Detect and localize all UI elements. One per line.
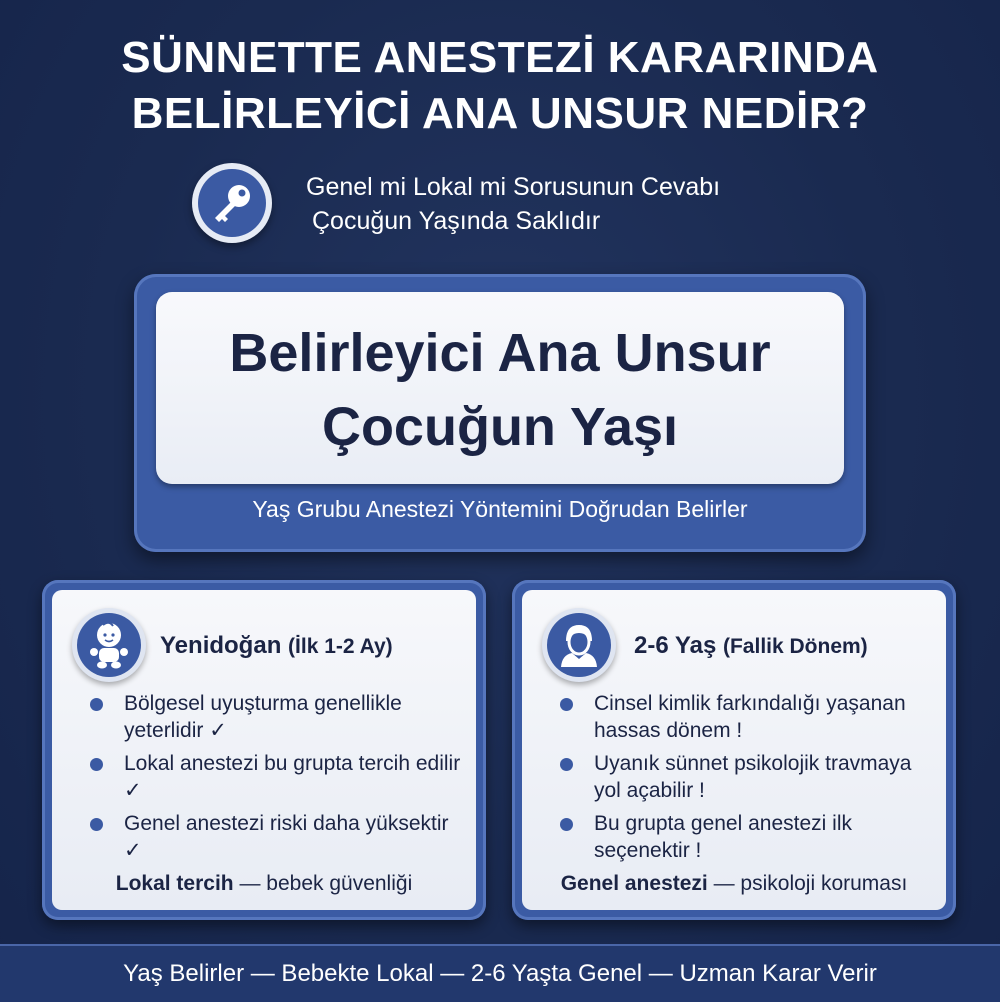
main-heading-panel [156,292,844,484]
child-footer-rest: — psikoloji koruması [707,872,908,895]
bullet-text: Lokal anestezi bu grupta tercih edilir ✓ [124,752,461,802]
title-line-2: BELİRLEYİCİ ANA UNSUR NEDİR? [131,89,869,138]
bullet-text: Genel anestezi riski daha yüksektir ✓ [124,812,449,862]
baby-avatar [72,608,146,682]
bullet-dot [90,698,103,711]
intro-text [306,170,720,238]
newborn-title-detail: (İlk 1-2 Ay) [288,635,393,658]
page-title [0,30,1000,142]
intro-line-2: Çocuğun Yaşında Saklıdır [312,207,601,235]
list-item [558,690,938,744]
newborn-footer-bold: Lokal tercih [115,872,234,895]
baby-icon [85,620,133,670]
main-heading-line-2: Çocuğun Yaşı [321,397,679,457]
list-item [88,750,468,804]
list-item [88,690,468,744]
bottom-summary-bar: Yaş Belirler — Bebekte Lokal — 2-6 Yaşta Genel — Uzman Karar Verir [0,944,1000,1002]
intro-row [192,160,832,250]
newborn-card-footer [52,872,476,896]
child-bullet-list [558,690,938,870]
bullet-dot [90,758,103,771]
title-line-1: SÜNNETTE ANESTEZİ KARARINDA [121,33,879,82]
child-card-footer [522,872,946,896]
list-item [88,810,468,864]
bullet-dot [560,818,573,831]
child-title-detail: (Fallik Dönem) [722,635,868,658]
bullet-dot [560,758,573,771]
newborn-bullet-list [88,690,468,870]
main-subtext: Yaş Grubu Anestezi Yöntemini Doğrudan Belirler [252,496,748,522]
list-item [558,810,938,864]
child-footer-bold: Genel anestezi [560,872,708,895]
key-badge [192,163,272,243]
bullet-text: Uyanık sünnet psikolojik travmaya yol açabilir ! [594,752,912,802]
child-card-title [634,632,868,660]
main-heading-line-1: Belirleyici Ana Unsur [229,323,771,383]
main-highlight-box [134,274,866,552]
bullet-dot [560,698,573,711]
bullet-text: Bu grupta genel anestezi ilk seçenektir ! [594,812,852,862]
intro-line-1: Genel mi Lokal mi Sorusunun Cevabı [306,173,721,201]
child-title-main: 2-6 Yaş [634,632,717,659]
bullet-text: Bölgesel uyuşturma genellikle yeterlidir ✓ [124,692,402,742]
newborn-card-title [160,632,393,660]
newborn-card [42,580,486,920]
key-icon [209,180,255,226]
bullet-dot [90,818,103,831]
newborn-footer-rest: — bebek güvenliği [233,872,413,895]
child-icon [556,621,602,669]
child-card [512,580,956,920]
newborn-title-main: Yenidoğan [160,632,282,659]
child-avatar [542,608,616,682]
list-item [558,750,938,804]
bullet-text: Cinsel kimlik farkındalığı yaşanan hassas dönem ! [594,692,906,742]
